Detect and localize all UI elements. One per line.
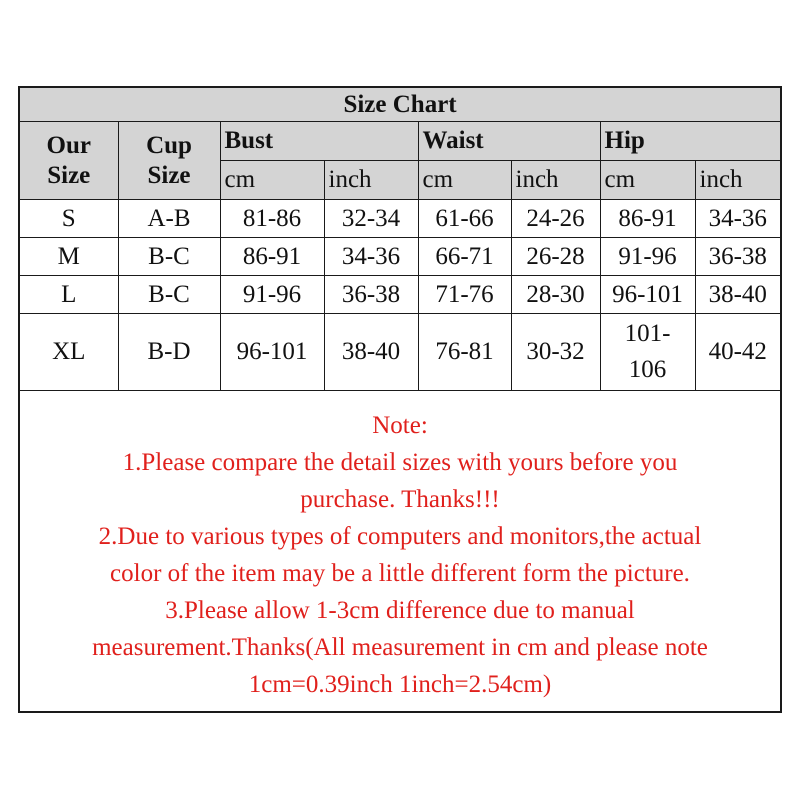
bust-cm-cell: 86-91 <box>220 238 324 276</box>
waist-inch-cell: 28-30 <box>511 276 600 314</box>
header-waist: Waist <box>418 122 600 161</box>
note-2-line-2: color of the item may be a little different form the picture. <box>110 560 690 587</box>
table-row <box>20 200 780 238</box>
bust-inch-cell: 38-40 <box>324 314 418 391</box>
cup-cell: B-D <box>118 314 220 391</box>
header-row-1 <box>20 122 780 161</box>
header-cup-size-line2: Size <box>147 161 191 189</box>
size-cell: M <box>20 238 118 276</box>
note-3-line-3: 1cm=0.39inch 1inch=2.54cm) <box>248 671 552 698</box>
cup-cell: A-B <box>118 200 220 238</box>
note-1-line-1: 1.Please compare the detail sizes with yours before you <box>122 449 678 476</box>
hip-inch-cell: 40-42 <box>695 314 780 391</box>
bust-cm-cell: 91-96 <box>220 276 324 314</box>
hip-cm-cell: 101-106 <box>600 314 695 391</box>
note-3-line-1: 3.Please allow 1-3cm difference due to manual <box>165 597 635 624</box>
header-bust: Bust <box>220 122 418 161</box>
header-bust-cm: cm <box>220 161 324 200</box>
waist-cm-cell: 61-66 <box>418 200 511 238</box>
waist-cm-cell: 71-76 <box>418 276 511 314</box>
hip-cm-cell: 91-96 <box>600 238 695 276</box>
header-cup-size-line1: Cup <box>146 131 192 159</box>
title-row <box>20 88 780 122</box>
bust-cm-cell: 96-101 <box>220 314 324 391</box>
cup-cell: B-C <box>118 276 220 314</box>
size-cell: S <box>20 200 118 238</box>
cup-cell: B-C <box>118 238 220 276</box>
header-our-size <box>20 122 118 200</box>
note-1-line-2: purchase. Thanks!!! <box>300 486 500 513</box>
hip-inch-cell: 34-36 <box>695 200 780 238</box>
bust-inch-cell: 34-36 <box>324 238 418 276</box>
note-3-line-2: measurement.Thanks(All measurement in cm and please note <box>92 634 708 661</box>
waist-inch-cell: 24-26 <box>511 200 600 238</box>
bust-inch-cell: 36-38 <box>324 276 418 314</box>
table-row <box>20 276 780 314</box>
table-row <box>20 238 780 276</box>
header-hip: Hip <box>600 122 780 161</box>
table-row <box>20 314 780 391</box>
header-cup-size <box>118 122 220 200</box>
bust-cm-cell: 81-86 <box>220 200 324 238</box>
waist-inch-cell: 30-32 <box>511 314 600 391</box>
size-cell: XL <box>20 314 118 391</box>
header-our-size-line1: Our <box>46 131 91 159</box>
hip-cm-cell: 96-101 <box>600 276 695 314</box>
header-bust-inch: inch <box>324 161 418 200</box>
header-hip-inch: inch <box>695 161 780 200</box>
waist-cm-cell: 76-81 <box>418 314 511 391</box>
size-chart <box>18 86 782 713</box>
note-2-line-1: 2.Due to various types of computers and monitors,the actual <box>98 523 702 550</box>
header-our-size-line2: Size <box>47 161 91 189</box>
size-table <box>20 88 780 391</box>
hip-inch-cell: 36-38 <box>695 238 780 276</box>
notes-heading: Note: <box>372 412 428 439</box>
notes-section <box>20 391 780 703</box>
header-waist-cm: cm <box>418 161 511 200</box>
size-cell: L <box>20 276 118 314</box>
hip-inch-cell: 38-40 <box>695 276 780 314</box>
waist-inch-cell: 26-28 <box>511 238 600 276</box>
chart-title: Size Chart <box>20 88 780 122</box>
header-waist-inch: inch <box>511 161 600 200</box>
hip-cm-cell: 86-91 <box>600 200 695 238</box>
bust-inch-cell: 32-34 <box>324 200 418 238</box>
header-hip-cm: cm <box>600 161 695 200</box>
waist-cm-cell: 66-71 <box>418 238 511 276</box>
